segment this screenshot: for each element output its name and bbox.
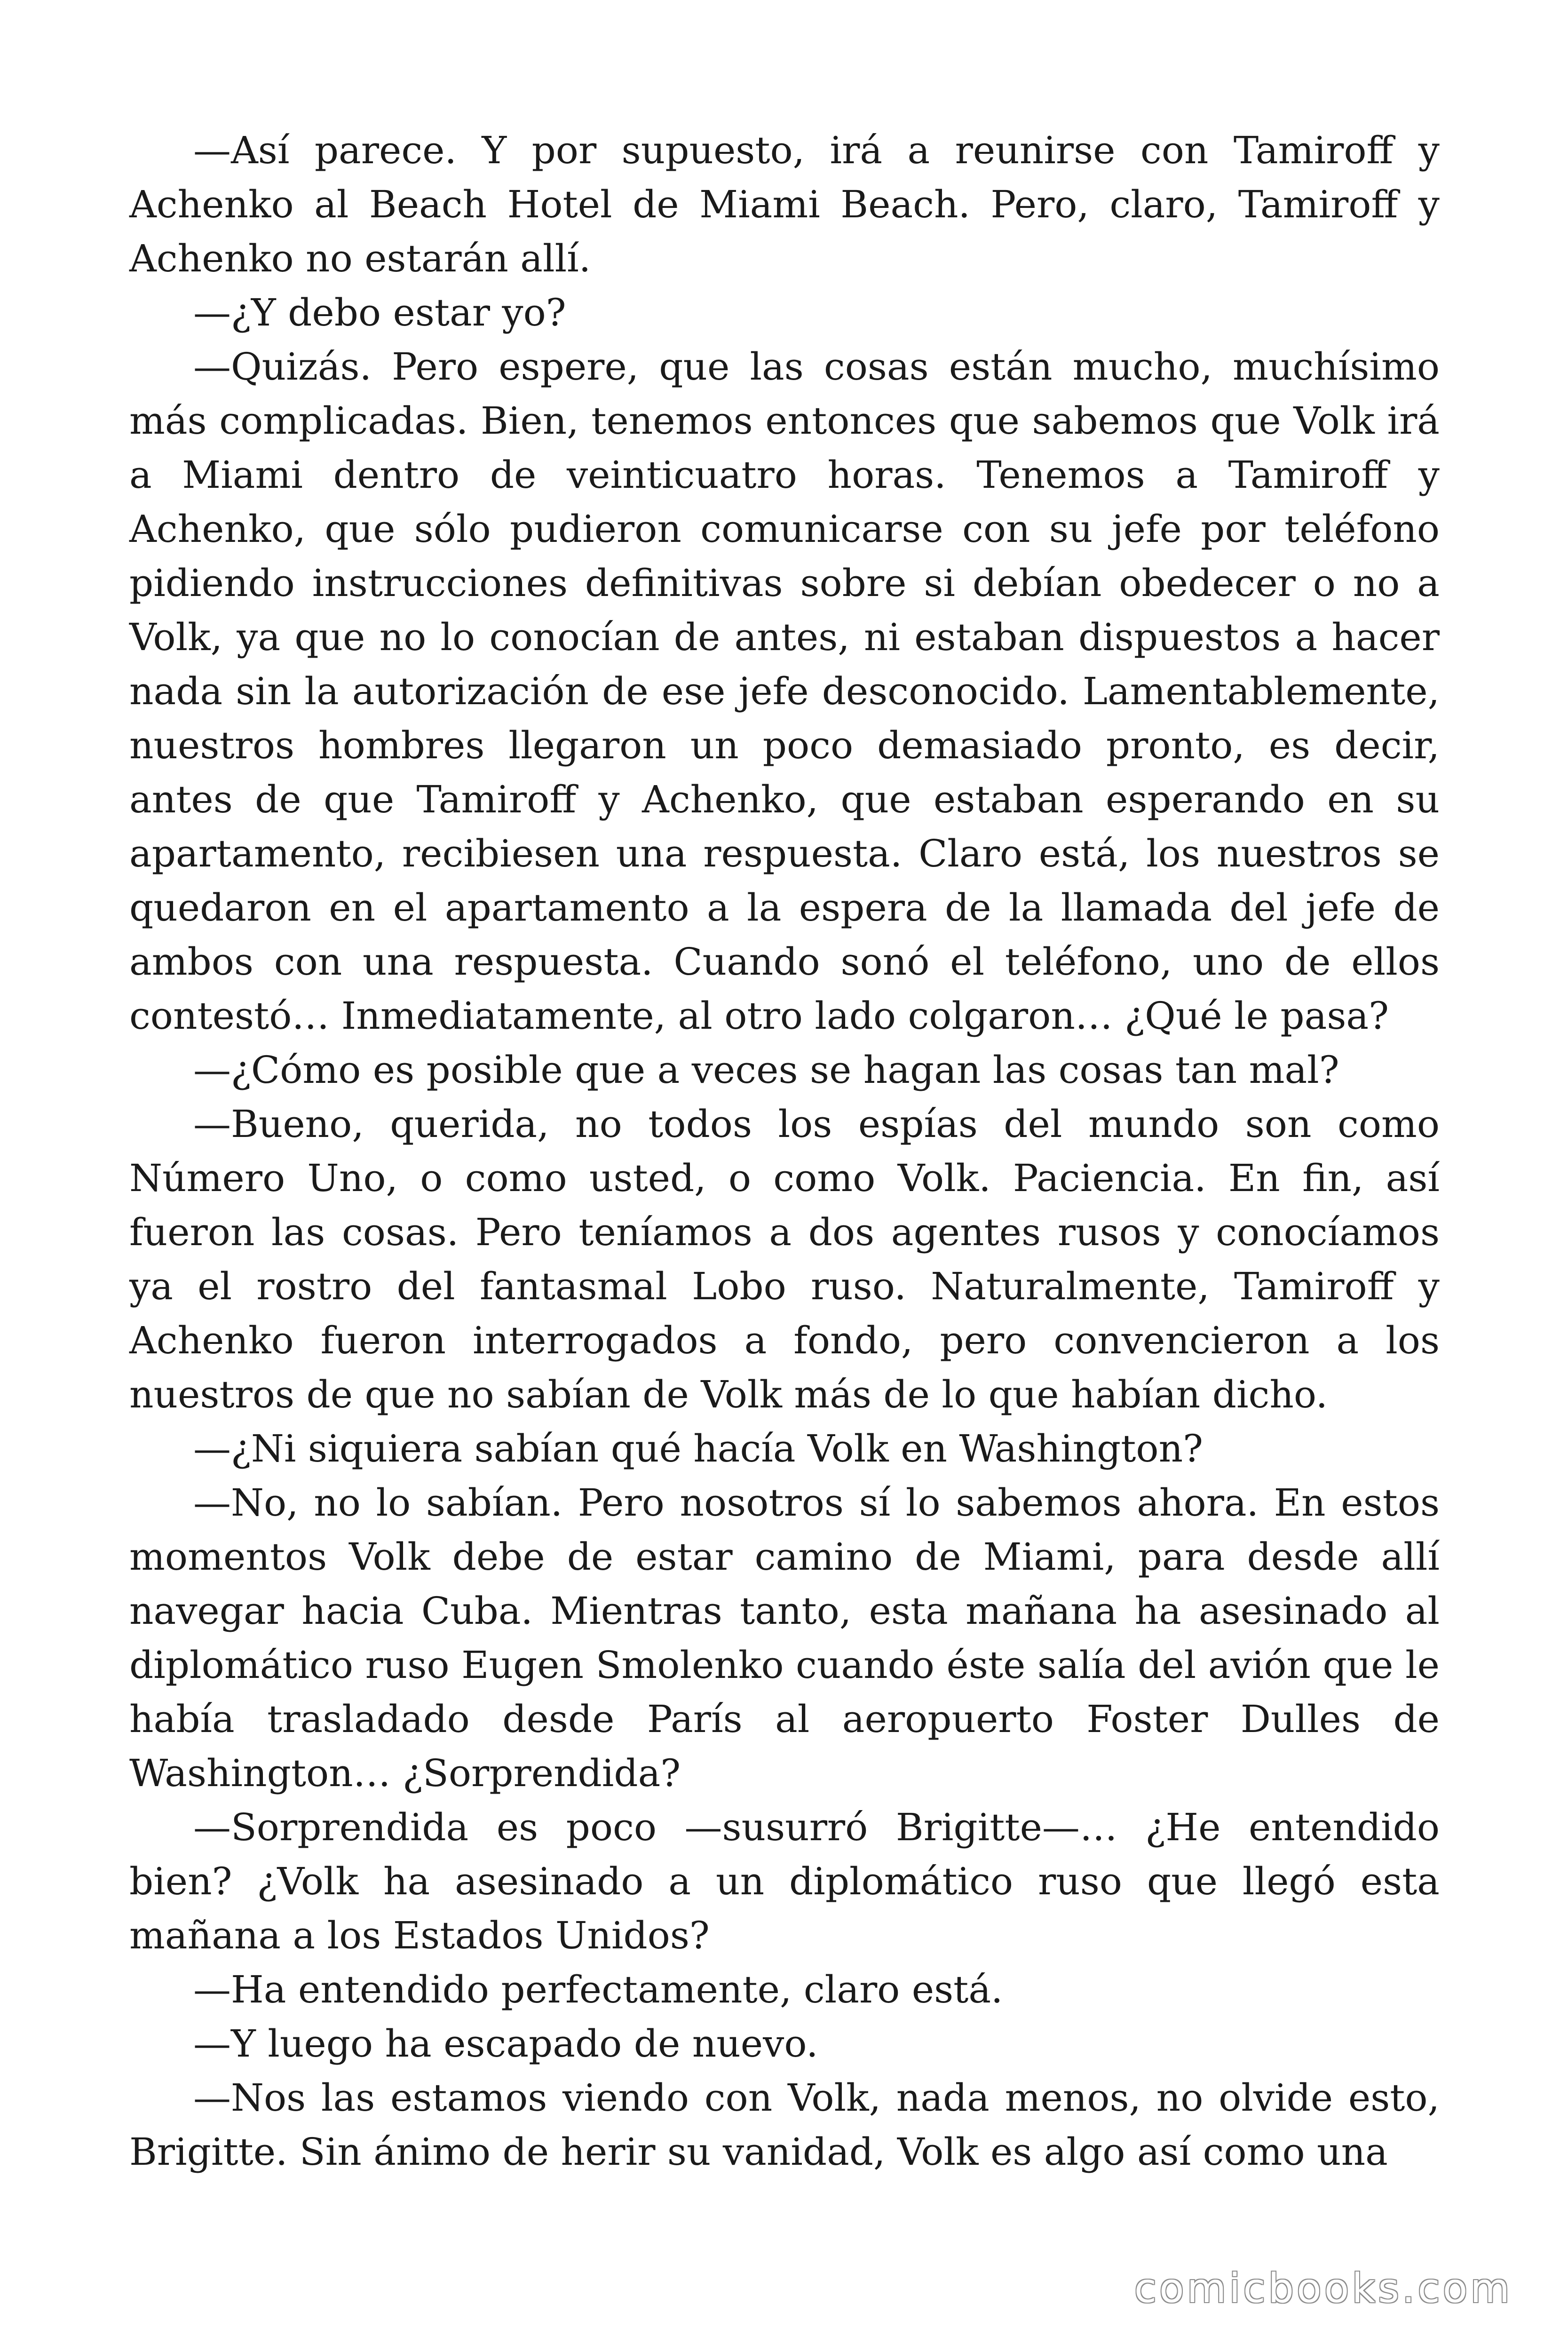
paragraph: —Quizás. Pero espere, que las cosas están mucho, muchísimo más complicadas. Bien, tenemos entonces que sabemos que Volk irá a Miami dentro de veinticuatro horas. Tenemos a Tamiroff y Achenko, que sólo pudieron comunicarse con su jefe por teléfono pidiendo instrucciones definitivas sobre si debían obedecer o no a Volk, ya que no lo conocían de antes, ni estaban dispuestos a hacer nada sin la autorización de ese jefe desconocido. Lamentablemente, nuestros hombres llegaron un poco demasiado pronto, es decir, antes de que Tamiroff y Achenko, que estaban esperando en su apartamento, recibiesen una respuesta. Claro está, los nuestros se quedaron en el apartamento a la espera de la llamada del jefe de ambos con una respuesta. Cuando sonó el teléfono, uno de ellos contestó… Inmediatamente, al otro lado colgaron… ¿Qué le pasa? bbox=[129, 345, 1440, 1038]
paragraph: —¿Y debo estar yo? bbox=[193, 291, 566, 334]
paragraph: —Bueno, querida, no todos los espías del mundo son como Número Uno, o como usted, o como Volk. Paciencia. En fin, así fueron las cosas. Pero teníamos a dos agentes rusos y conocíamos ya el rostro del fantasmal Lobo ruso. Naturalmente, Tamiroff y Achenko fueron interrogados a fondo, pero convencieron a los nuestros de que no sabían de Volk más de lo que habían dicho. bbox=[129, 1102, 1440, 1416]
paragraph: —Nos las estamos viendo con Volk, nada menos, no olvide esto, Brigitte. Sin ánimo de herir su vanidad, Volk es algo así como una bbox=[129, 2076, 1440, 2174]
watermark: comicbooks.com bbox=[1134, 2265, 1513, 2312]
paragraph: —¿Ni siquiera sabían qué hacía Volk en Washington? bbox=[193, 1427, 1203, 1470]
body-text bbox=[129, 123, 1440, 2179]
paragraph: —Así parece. Y por supuesto, irá a reunirse con Tamiroff y Achenko al Beach Hotel de Miami Beach. Pero, claro, Tamiroff y Achenko no estarán allí. bbox=[129, 128, 1440, 280]
paragraph: —¿Cómo es posible que a veces se hagan las cosas tan mal? bbox=[193, 1048, 1339, 1092]
paragraph: —Sorprendida es poco —susurró Brigitte—… ¿He entendido bien? ¿Volk ha asesinado a un diplomático ruso que llegó esta mañana a los Estados Unidos? bbox=[129, 1805, 1440, 1957]
paragraph: —No, no lo sabían. Pero nosotros sí lo sabemos ahora. En estos momentos Volk debe de estar camino de Miami, para desde allí navegar hacia Cuba. Mientras tanto, esta mañana ha asesinado al diplomático ruso Eugen Smolenko cuando éste salía del avión que le había trasladado desde París al aeropuerto Foster Dulles de Washington… ¿Sorprendida? bbox=[129, 1481, 1440, 1795]
paragraph: —Y luego ha escapado de nuevo. bbox=[193, 2022, 818, 2066]
paragraph: —Ha entendido perfectamente, claro está. bbox=[193, 1968, 1003, 2011]
